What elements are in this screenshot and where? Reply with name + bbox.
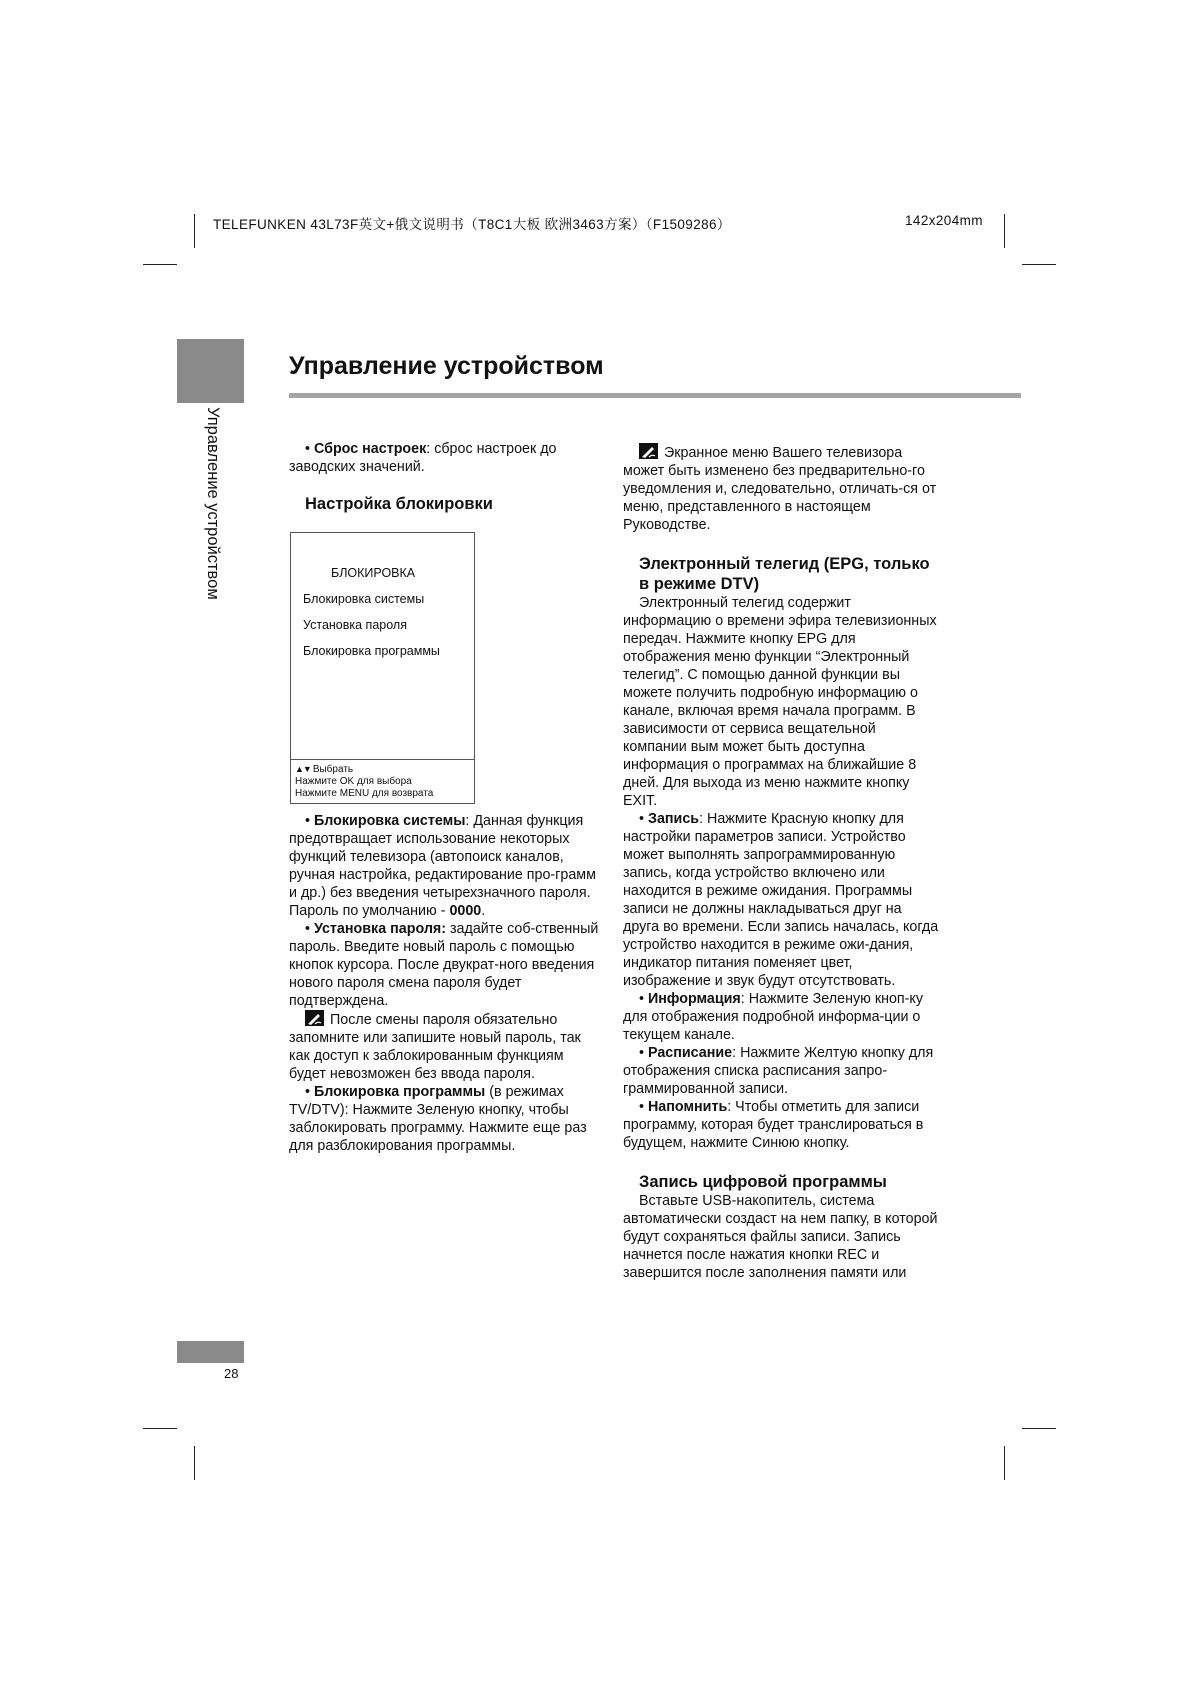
title-rule [289,393,1021,398]
lock-menu-screenshot [290,532,475,804]
schedule-paragraph: • Расписание: Нажмите Желтую кнопку для отображения списка расписания запро-граммированной записи. [623,1045,934,1097]
menu-item-system-lock: Блокировка системы [303,592,425,606]
lock-heading: Настройка блокировки [305,495,493,513]
left-column [289,440,604,1155]
digital-record-paragraph: Вставьте USB-накопитель, система автоматически создаст на нем папку, в которой будут сохраняться файлы записи. Запись начнется после нажатия кнопки REC и завершится после заполнения памяти или [623,1193,938,1281]
crop-mark [1004,1446,1005,1480]
up-down-arrows-icon: ▲▼ [295,764,311,774]
note-pencil-icon [305,1010,324,1026]
page-number: 28 [224,1366,239,1381]
crop-mark [143,1428,177,1429]
reset-paragraph: • Сброс настроек: сброс настроек до заводских значений. [289,441,557,475]
crop-mark [194,214,195,248]
remind-paragraph: • Напомнить: Чтобы отметить для записи программу, которая будет транслироваться в будущем, нажмите Синюю кнопку. [623,1099,924,1151]
set-password-paragraph: • Установка пароля: задайте соб-ственный пароль. Введите новый пароль с помощью кнопок курсора. После двукрат-ного введения нового пароля смена пароля будет подтверждена. [289,921,599,1009]
crop-mark [194,1446,195,1480]
crop-mark [1022,264,1056,265]
digital-record-heading: Запись цифровой программы [639,1173,887,1191]
menu-change-note: Экранное меню Вашего телевизора может быть изменено без предварительно-го уведомления и, следовательно, отличать-ся от меню, представленного в настоящем Руководстве. [623,445,937,533]
page-number-block [177,1341,244,1363]
side-tab-label: Управление устройством [204,407,222,600]
print-size: 142x204mm [905,213,983,228]
side-tab-block [177,339,244,403]
menu-footer-rule [291,759,474,760]
record-paragraph: • Запись: Нажмите Красную кнопку для настройки параметров записи. Устройство может выполнять запрограммированную запись, когда устройство включено или находится в режиме ожидания. Программы записи не должны накладываться друг на друга во времени. Если запись началась, когда устройство находится в режиме ожи-дания, индикатор питания поменяет цвет, изображение и звук будут отсутствовать. [623,811,939,989]
system-lock-paragraph: • Блокировка системы: Данная функция предотвращает использование некоторых функций телевизора (автопоиск каналов, ручная настройка, редактирование про-грамм и др.) без введения четырехзначного пароля. Пароль по умолчанию - 0000. [289,813,596,919]
print-header: TELEFUNKEN 43L73F英文+俄文说明书（T8C1大板 欧洲3463方案）（F1509286） [213,217,731,232]
note-pencil-icon [639,443,658,459]
password-note: После смены пароля обязательно запомните или запишите новый пароль, так как доступ к заблокированным функциям будет невозможен без ввода пароля. [289,1012,581,1082]
menu-footer: ▲▼ Выбрать Нажмите OK для выбора Нажмите MENU для возврата [295,764,434,799]
page-title: Управление устройством [289,352,604,380]
epg-heading: Электронный телегид (EPG, только в режиме DTV) [639,555,930,593]
menu-title: БЛОКИРОВКА [331,566,416,580]
crop-mark [1022,1428,1056,1429]
menu-item-program-lock: Блокировка программы [303,644,440,658]
epg-paragraph: Электронный телегид содержит информацию о времени эфира телевизионных передач. Нажмите кнопку EPG для отображения меню функции “Электронный телегид”. С помощью данной функции вы можете получить подробную информацию о канале, включая время начала программ. В зависимости от сервиса вещательной компании вым может быть доступна информация о программах на ближайшие 8 дней. Для выхода из меню нажмите кнопку EXIT. [623,595,937,809]
crop-mark [1004,214,1005,248]
info-paragraph: • Информация: Нажмите Зеленую кноп-ку для отображения подробной информа-ции о текущем канале. [623,991,923,1043]
right-column [623,443,941,1282]
crop-mark [143,264,177,265]
program-lock-paragraph: • Блокировка программы (в режимах TV/DTV): Нажмите Зеленую кнопку, чтобы заблокировать программу. Нажмите еще раз для разблокирования программы. [289,1084,587,1154]
menu-item-set-password: Установка пароля [303,618,407,632]
